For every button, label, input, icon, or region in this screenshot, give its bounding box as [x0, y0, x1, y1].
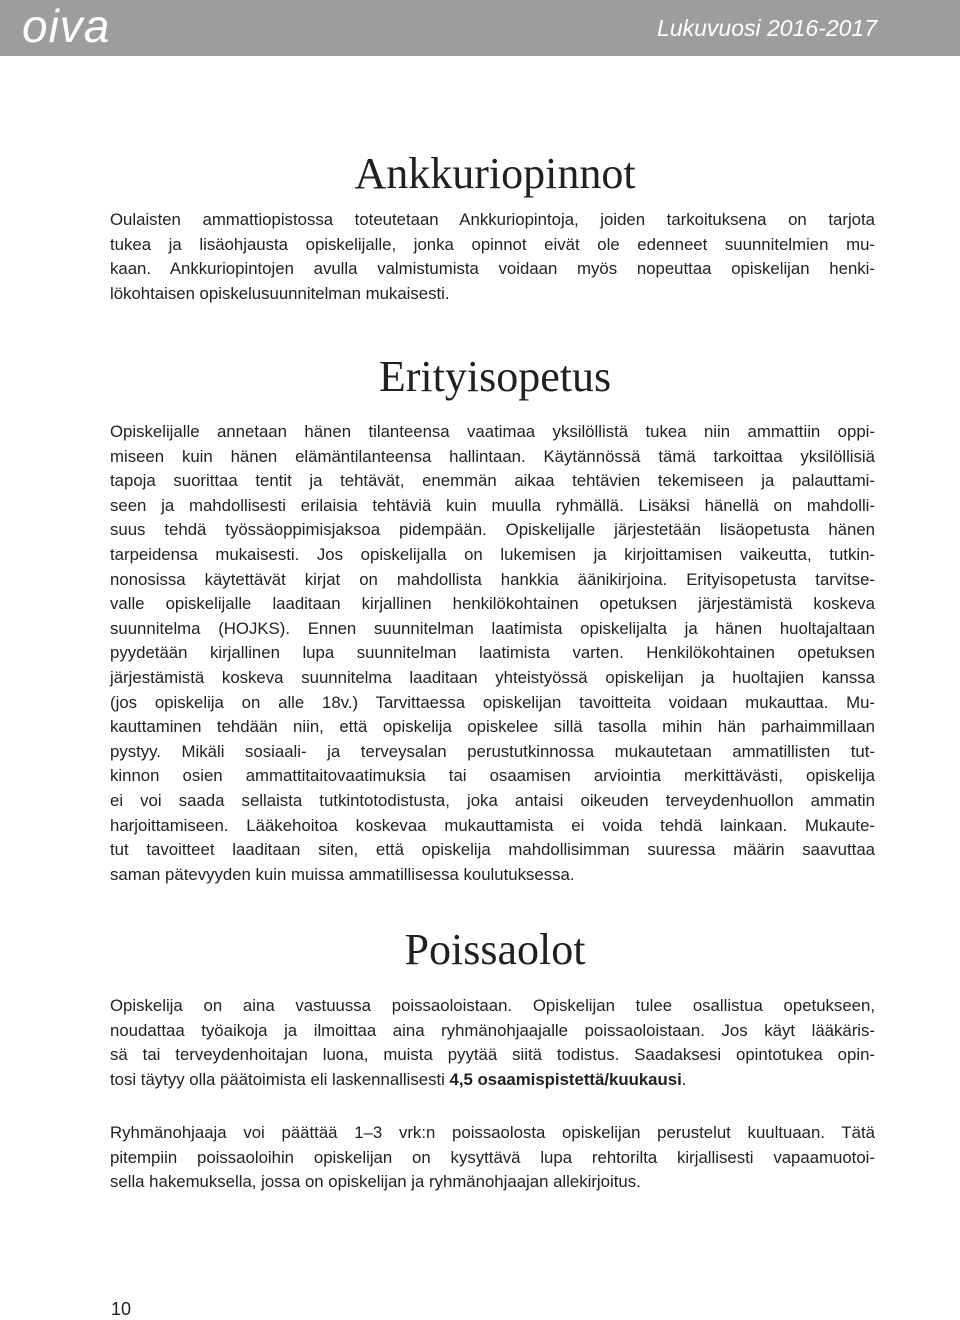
text-line: valle opiskelijalle laaditaan kirjallinen henkilökohtainen opetuksen järjestämistä koskeva — [110, 594, 875, 614]
text-line: kinnon osien ammattitaitovaatimuksia tai osaamisen arviointia merkittävästi, opiskelija — [110, 766, 875, 786]
page-number: 10 — [111, 1299, 132, 1319]
text-fragment: tosi täytyy olla päätoimista eli laskennallisesti — [110, 1069, 450, 1089]
text-line: harjoittamiseen. Lääkehoitoa koskevaa mukauttamista ei voida tehdä lainkaan. Mukaute- — [110, 815, 875, 835]
text-line: nonosissa käytettävät kirjat on mahdollista hankkia äänikirjoina. Erityisopetusta tarvitse- — [110, 569, 875, 589]
text-line: lökohtaisen opiskelusuunnitelman mukaisesti. — [110, 283, 450, 303]
paragraph-poissaolot-2 — [110, 1121, 875, 1195]
heading-erityisopetus: Erityisopetus — [378, 352, 612, 401]
text-line: kauttaminen tehdään niin, että opiskelija opiskelee sillä tasolla mihin hän parhaimmillaan — [110, 717, 875, 737]
text-line: pyydetään kirjallinen lupa suunnitelman laatimista varten. Henkilökohtainen opetuksen — [110, 643, 875, 663]
text-line: Ryhmänohjaaja voi päättää 1–3 vrk:n poissaolosta opiskelijan perustelut kuultuaan. Tätä — [110, 1123, 875, 1142]
text-line: Opiskelijalle annetaan hänen tilanteensa vaatimaa yksilöllistä tukea niin ammattiin oppi- — [110, 422, 875, 441]
text-line: ei voi saada sellaista tutkintotodistusta, joka antaisi oikeuden terveydenhuollon ammatin — [110, 790, 875, 810]
text-line: tapoja suorittaa tentit ja tehtävät, enemmän aikaa tehtävien tekemiseen ja palauttami- — [110, 471, 875, 491]
text-line: tut tavoitteet laaditaan siten, että opiskelija mahdollisimman suuressa määrin saavuttaa — [110, 840, 875, 860]
text-line: miseen kuin hänen elämäntilanteensa hallintaan. Käytännössä tämä tarkoittaa yksilöllisiä — [110, 446, 875, 466]
text-line: seen ja mahdollisesti erilaisia tehtäviä kuin muulla ryhmällä. Lisäksi hänellä on mahdolli- — [110, 495, 875, 515]
oiva-logo: oiva — [22, 0, 111, 52]
text-line: tarpeidensa mukaisesti. Jos opiskelijalla on lukemisen ja kirjoittamisen vaikeutta, tutkin- — [110, 544, 875, 564]
text-line: saman pätevyyden kuin muissa ammatillisessa koulutuksessa. — [110, 864, 575, 884]
text-line: Opiskelija on aina vastuussa poissaoloistaan. Opiskelijan tulee osallistua opetukseen, — [110, 996, 875, 1015]
study-credits-requirement: 4,5 osaamispistettä/kuukausi — [449, 1069, 682, 1089]
header-bar — [0, 0, 960, 56]
text-line: sella hakemuksella, jossa on opiskelijan ja ryhmänohjaajan allekirjoitus. — [110, 1172, 641, 1192]
text-line: noudattaa työaikoja ja ilmoittaa aina ryhmänohjaajalle poissaoloistaan. Jos käyt lääkäris- — [110, 1020, 875, 1040]
text-line: järjestämistä koskeva suunnitelma laaditaan yhteistyössä opiskelijan ja huoltajien kanssa — [110, 667, 875, 687]
heading-poissaolot: Poissaolot — [404, 925, 586, 974]
paragraph-erityisopetus — [110, 420, 875, 887]
school-year-label: Lukuvuosi 2016-2017 — [657, 15, 877, 41]
text-line: Oulaisten ammattiopistossa toteutetaan Ankkuriopintoja, joiden tarkoituksena on tarjota — [110, 210, 875, 229]
text-line: (jos opiskelija on alle 18v.) Tarvittaessa opiskelijan tavoitteita voidaan mukauttaa. Mu- — [110, 692, 875, 712]
text-line: suus tehdä työssäoppimisjaksoa pidempään. Opiskelijalle järjestetään lisäopetusta hänen — [110, 520, 875, 540]
text-line: sä tai terveydenhoitajan luona, muista pyytää siitä todistus. Saadaksesi opintotukea opin- — [110, 1045, 875, 1065]
text-line: pitempiin poissaoloihin opiskelijan on kysyttävä lupa rehtorilta kirjallisesti vapaamuotoi- — [110, 1147, 875, 1167]
paragraph-ankkuriopinnot — [110, 208, 875, 306]
paragraph-poissaolot-1 — [110, 994, 875, 1092]
text-fragment: . — [681, 1069, 687, 1089]
heading-ankkuriopinnot: Ankkuriopinnot — [354, 149, 636, 198]
text-line: kaan. Ankkuriopintojen avulla valmistumista voidaan myös nopeuttaa opiskelijan henki- — [110, 259, 875, 279]
text-line: tukea ja lisäohjausta opiskelijalle, jonka opinnot eivät ole edenneet suunnitelmien mu- — [110, 234, 875, 254]
text-line: pystyy. Mikäli sosiaali- ja terveysalan perustutkinnossa mukautetaan ammatillisten tut- — [110, 741, 875, 761]
text-line: suunnitelma (HOJKS). Ennen suunnitelman laatimista opiskelijalta ja hänen huoltajaltaan — [110, 618, 875, 638]
text-line — [110, 1068, 875, 1093]
